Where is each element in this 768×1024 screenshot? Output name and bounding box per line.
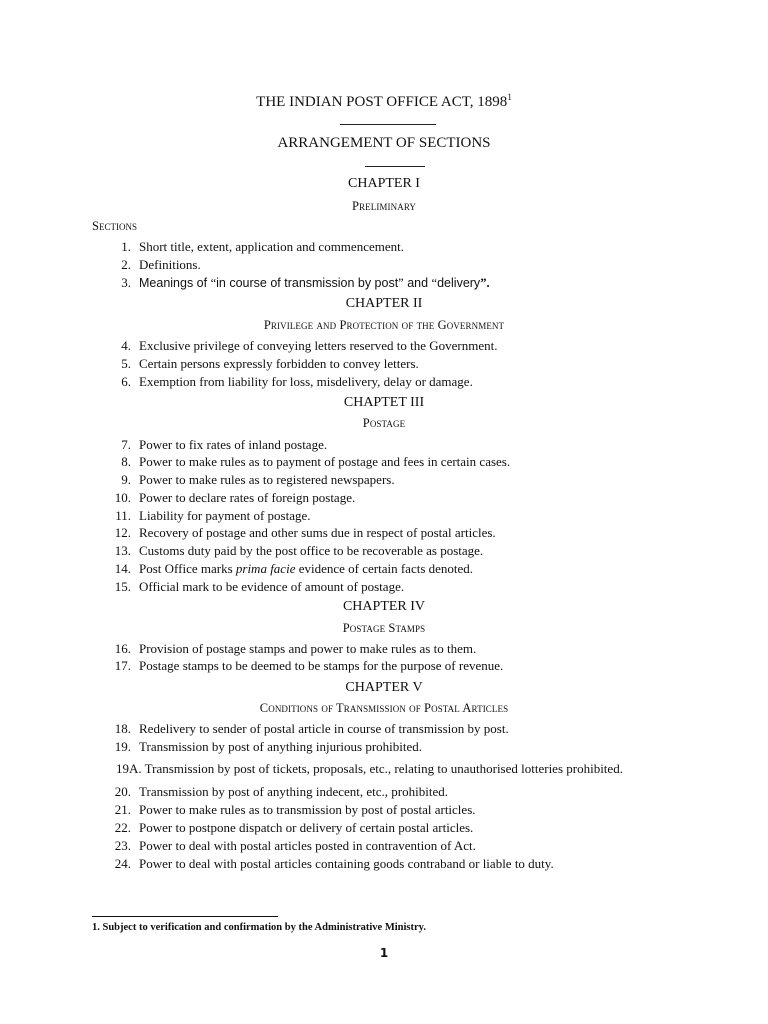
chapter-heading: CHAPTER V xyxy=(345,680,423,695)
section-item: 5. Certain persons expressly forbidden to convey letters. xyxy=(121,356,419,371)
section-item: 12. Recovery of postage and other sums due in respect of postal articles. xyxy=(114,525,496,540)
chapter-heading: CHAPTET III xyxy=(343,395,425,410)
section-item: 4. Exclusive privilege of conveying letters reserved to the Government. xyxy=(121,338,498,353)
section-item: 13. Customs duty paid by the post office to be recoverable as postage. xyxy=(114,543,484,558)
footnote-marker: 1 xyxy=(507,92,512,102)
section-item: 15. Official mark to be evidence of amount of postage. xyxy=(114,579,405,594)
chapter-subheading: Preliminary xyxy=(351,199,417,213)
section-item: 10. Power to declare rates of foreign postage. xyxy=(114,490,356,505)
section-item: 24. Power to deal with postal articles containing goods contraband or liable to duty. xyxy=(114,856,554,871)
chapter-subheading: Postage Stamps xyxy=(342,621,426,635)
section-item: 22. Power to postpone dispatch or delivery of certain postal articles. xyxy=(114,820,474,835)
section-item: 1. Short title, extent, application and commencement. xyxy=(121,239,404,254)
section-item: 23. Power to deal with postal articles posted in contravention of Act. xyxy=(114,838,476,853)
section-item: 18. Redelivery to sender of postal article in course of transmission by post. xyxy=(114,721,509,736)
section-item: 21. Power to make rules as to transmission by post of postal articles. xyxy=(114,802,476,817)
chapter-subheading: Conditions of Transmission of Postal Articles xyxy=(259,701,509,715)
section-item: 11. Liability for payment of postage. xyxy=(115,508,311,523)
section-item: 8. Power to make rules as to payment of postage and fees in certain cases. xyxy=(121,454,511,469)
section-item: 9. Power to make rules as to registered newspapers. xyxy=(121,472,395,487)
section-item: 2. Definitions. xyxy=(121,257,201,272)
chapter-heading: CHAPTER II xyxy=(345,296,423,311)
chapter-subheading: Postage xyxy=(362,416,406,430)
section-item: 14. Post Office marks prima facie evidence of certain facts denoted. xyxy=(114,561,474,576)
title-underline xyxy=(340,124,436,125)
section-item: 6. Exemption from liability for loss, misdelivery, delay or damage. xyxy=(121,374,473,389)
document-title: THE INDIAN POST OFFICE ACT, 1898$^1$ xyxy=(256,92,512,110)
section-item: 16. Provision of postage stamps and power to make rules as to them. xyxy=(114,641,477,656)
section-item: 7. Power to fix rates of inland postage. xyxy=(121,437,328,452)
chapter-heading: CHAPTER IV xyxy=(342,599,426,614)
section-item: 3. Meanings of “in course of transmission by post” and “delivery”. xyxy=(121,275,490,290)
arrangement-underline xyxy=(365,166,425,167)
chapter-heading: CHAPTER I xyxy=(348,176,420,191)
section-item: 17. Postage stamps to be deemed to be stamps for the purpose of revenue. xyxy=(114,658,504,673)
chapter-subheading: Privilege and Protection of the Government xyxy=(263,318,505,332)
page-number: 1 xyxy=(379,946,389,960)
arrangement-heading: ARRANGEMENT OF SECTIONS xyxy=(277,135,491,151)
sections-label: Sections xyxy=(92,219,137,233)
footnote-separator xyxy=(92,916,278,917)
section-item: 19. Transmission by post of anything injurious prohibited. xyxy=(114,739,422,754)
section-item-19a: 19A. Transmission by post of tickets, proposals, etc., relating to unauthorised lotteries prohibited. xyxy=(116,761,623,776)
section-item: 20. Transmission by post of anything indecent, etc., prohibited. xyxy=(114,784,448,799)
footnote: 1. Subject to verification and confirmation by the Administrative Ministry. xyxy=(92,922,426,933)
